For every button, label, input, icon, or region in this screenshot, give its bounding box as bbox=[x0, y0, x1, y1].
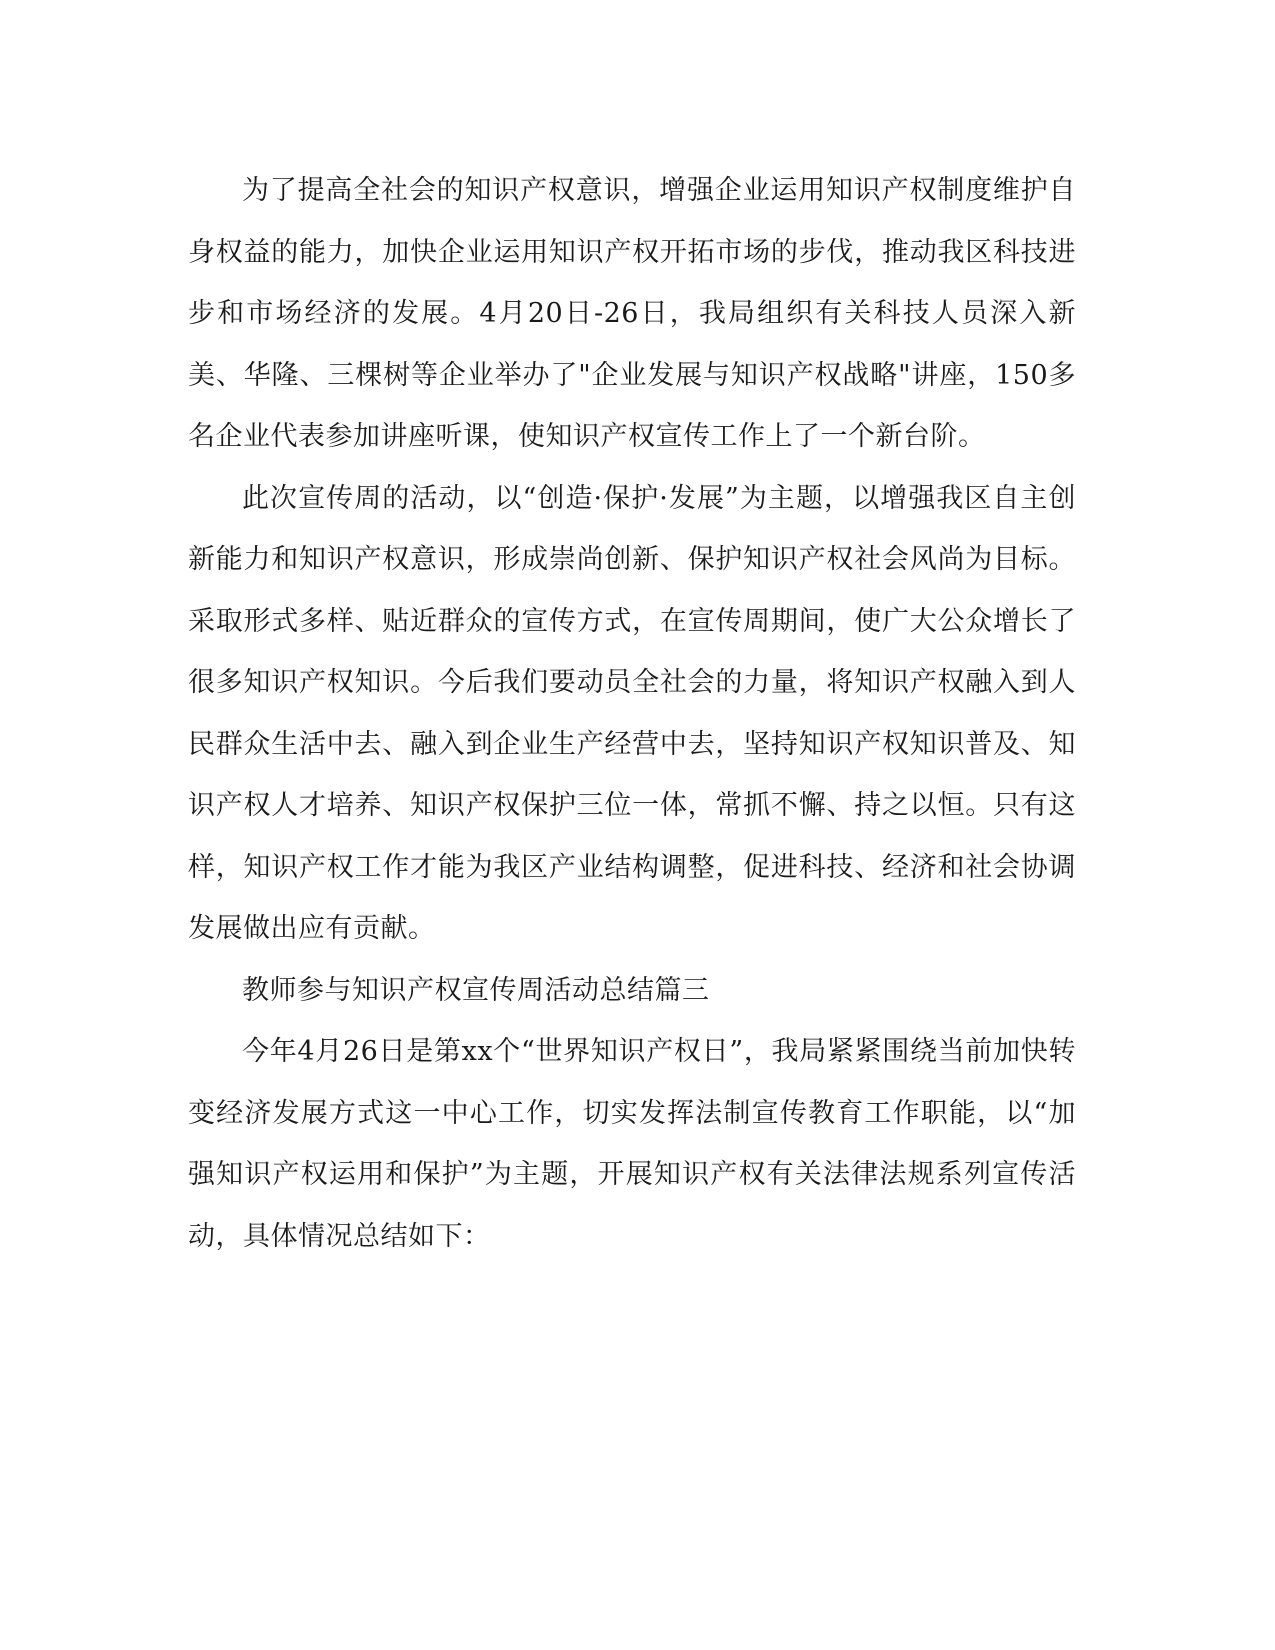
section-heading: 教师参与知识产权宣传周活动总结篇三 bbox=[242, 974, 710, 1006]
paragraph-publicity-week: 此次宣传周的活动，以“创造·保护·发展”为主题，以增强我区自主创新能力和知识产权意识，形成崇尚创新、保护知识产权社会风尚为目标。采取形式多样、贴近群众的宣传方式，在宣传周期间，使广大公众增长了很多知识产权知识。今后我们要动员全社会的力量，将知识产权融入到人民群众生活中去、融入到企业生产经营中去，坚持知识产权知识普及、知识产权人才培养、知识产权保护三位一体，常抓不懈、持之以恒。只有这样，知识产权工作才能为我区产业结构调整，促进科技、经济和社会协调发展做出应有贡献。 bbox=[188, 482, 1076, 944]
document-body bbox=[188, 160, 1076, 1267]
paragraph-world-ip-day: 今年4月26日是第xx个“世界知识产权日”，我局紧紧围绕当前加快转变经济发展方式这一中心工作，切实发挥法制宣传教育工作职能，以“加强知识产权运用和保护”为主题，开展知识产权有关法律法规系列宣传活动，具体情况总结如下： bbox=[188, 1036, 1076, 1252]
paragraph-ip-lecture: 为了提高全社会的知识产权意识，增强企业运用知识产权制度维护自身权益的能力，加快企业运用知识产权开拓市场的步伐，推动我区科技进步和市场经济的发展。4月20日-26日，我局组织有关科技人员深入新美、华隆、三棵树等企业举办了"企业发展与知识产权战略"讲座，150多名企业代表参加讲座听课，使知识产权宣传工作上了一个新台阶。 bbox=[188, 175, 1076, 452]
